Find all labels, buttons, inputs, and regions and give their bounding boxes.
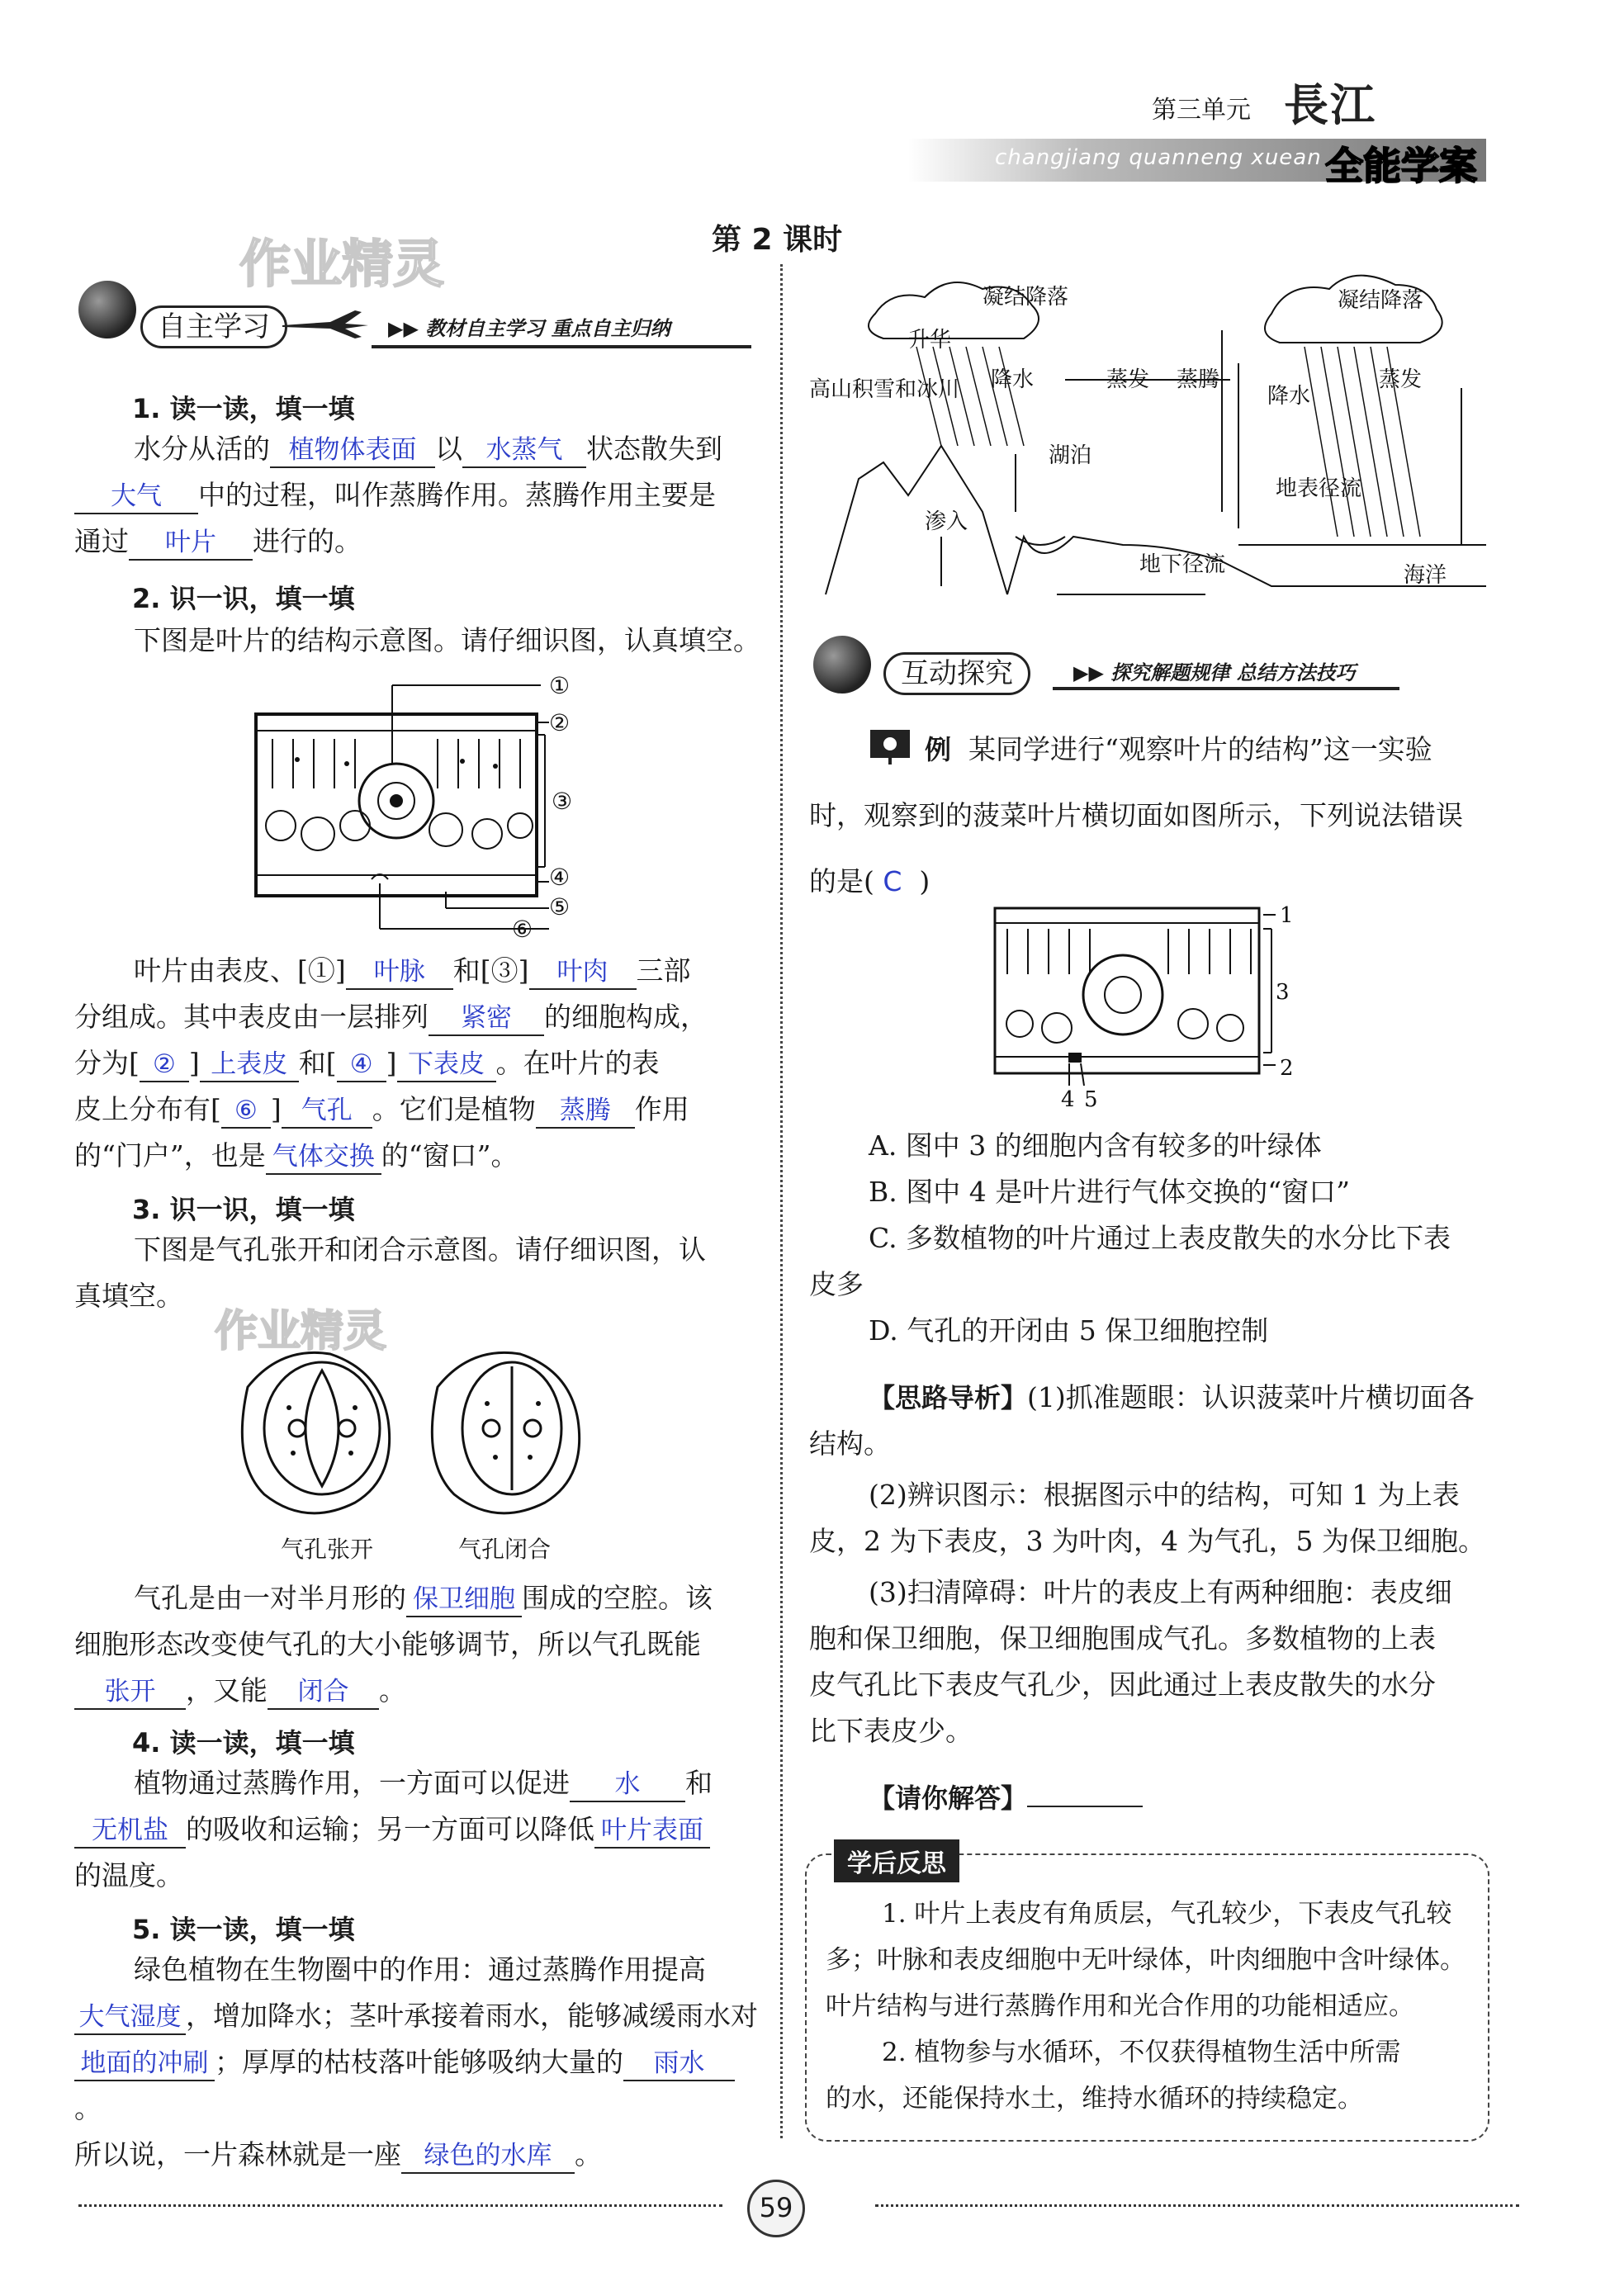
answer-blank[interactable]: 雨水 — [623, 2047, 735, 2081]
q4-title: 4. 读一读，填一填 — [132, 1727, 355, 1759]
caption-stoma-open: 气孔张开 — [281, 1536, 374, 1563]
q5-title: 5. 读一读，填一填 — [132, 1914, 355, 1945]
answer-blank[interactable]: 气孔 — [282, 1094, 372, 1129]
fig-label: 5 — [1084, 1087, 1098, 1112]
header-pinyin: changjiang quanneng xuean — [995, 145, 1322, 170]
option-c[interactable]: C. 多数植物的叶片通过上表皮散失的水分比下表 — [869, 1222, 1451, 1254]
example-options — [809, 1123, 1494, 1354]
cycle-label: 降水 — [1267, 384, 1311, 409]
answer-blank[interactable]: 张开 — [74, 1675, 186, 1710]
option-d[interactable]: D. 气孔的开闭由 5 保卫细胞控制 — [869, 1314, 1269, 1347]
answer-blank[interactable]: 叶片 — [129, 526, 253, 561]
answer-blank[interactable]: 大气 — [74, 480, 198, 514]
example-answer[interactable]: C — [883, 865, 902, 897]
answer-blank[interactable]: 气体交换 — [266, 1140, 381, 1175]
reflection-tag: 学后反思 — [834, 1839, 959, 1882]
q2-title: 2. 识一识，填一填 — [132, 583, 355, 614]
watermark: 作业精灵 — [239, 234, 445, 294]
header-logo: 長江 — [1284, 78, 1376, 131]
globe-icon — [78, 281, 136, 338]
answer-blank[interactable]: 大气湿度 — [74, 2000, 186, 2035]
leaf-label: ③ — [552, 788, 573, 815]
cycle-label: 蒸发 — [1379, 367, 1423, 392]
option-a[interactable]: A. 图中 3 的细胞内含有较多的叶绿体 — [869, 1129, 1322, 1162]
q1-title: 1. 读一读，填一填 — [132, 393, 355, 424]
answer-blank[interactable]: 水 — [570, 1768, 685, 1802]
leaf-structure-diagram — [248, 669, 594, 941]
answer-blank[interactable]: 上表皮 — [200, 1048, 299, 1082]
answer-blank[interactable]: 下表皮 — [397, 1048, 496, 1082]
answer-blank[interactable]: 植物体表面 — [270, 433, 435, 468]
q2-text: 叶片由表皮、[①] 叶脉 和[③] 叶肉 三部 分组成。其中表皮由一层排列 紧密 的细胞构成， 分为[ ② ] 上表皮 和[ ④ ] 下表皮 。在叶片的表 皮上分布有[ ⑥ ] 气孔 。它们是植物 蒸腾 作用 的“门户”，也是 气体交换 的“窗口”。 — [74, 948, 760, 1179]
section-rule — [1053, 687, 1399, 690]
watermark: 作业精灵 — [215, 1307, 387, 1356]
option-c-cont: 皮多 — [809, 1268, 864, 1300]
leaf-label: ② — [549, 709, 571, 736]
cycle-label: 升华 — [908, 328, 952, 353]
cycle-label: 地表径流 — [1276, 476, 1362, 501]
lesson-title: 第 2 课时 — [712, 223, 843, 257]
cycle-label: 湖泊 — [1049, 443, 1092, 468]
cycle-label: 蒸发 — [1106, 367, 1150, 392]
leaf-label: ⑤ — [549, 893, 571, 921]
option-b[interactable]: B. 图中 4 是叶片进行气体交换的“窗口” — [869, 1176, 1350, 1208]
section-tagline: ▶▶ 探究解题规律 总结方法技巧 — [1073, 661, 1356, 684]
cycle-label: 渗入 — [925, 509, 968, 534]
leaf-label: ① — [549, 672, 571, 699]
answer-blank[interactable]: 地面的冲刷 — [74, 2047, 215, 2081]
q3-title: 3. 识一识，填一填 — [132, 1194, 355, 1225]
column-divider — [780, 264, 783, 2138]
answer-blank[interactable]: ④ — [337, 1048, 386, 1082]
section-tagline: ▶▶ 教材自主学习 重点自主归纳 — [388, 317, 670, 340]
cycle-label: 凝结降落 — [983, 285, 1069, 310]
airplane-icon — [281, 307, 372, 340]
reflection-text: 1. 叶片上表皮有角质层，气孔较少，下表皮气孔较 多；叶脉和表皮细胞中无叶绿体，叶肉细胞中含叶绿体。 叶片结构与进行蒸腾作用和光合作用的功能相适应。 2. 植物参与水循环，不仅获得植物生活中所需 的水，还能保持水土，维持水循环的持续稳定。 — [826, 1899, 1466, 2114]
your-answer: 【请你解答】 — [869, 1775, 1143, 1821]
cycle-label: 高山积雪和冰川 — [809, 377, 960, 402]
section-rule — [372, 345, 751, 348]
answer-blank[interactable] — [1027, 1806, 1143, 1807]
answer-blank[interactable]: 保卫细胞 — [406, 1583, 522, 1617]
answer-blank[interactable]: 叶肉 — [529, 955, 637, 990]
fig-label: 2 — [1280, 1056, 1294, 1081]
cycle-label: 凝结降落 — [1338, 288, 1424, 313]
cycle-label: 蒸腾 — [1177, 367, 1220, 392]
spinach-leaf-diagram — [987, 900, 1317, 1115]
answer-blank[interactable]: 紧密 — [429, 1001, 544, 1036]
q3-intro: 下图是气孔张开和闭合示意图。请仔细识图，认 真填空。 — [74, 1233, 706, 1312]
page-number: 59 — [747, 2180, 805, 2237]
stomata-diagram — [231, 1337, 594, 1519]
footer-rule-left — [78, 2204, 722, 2212]
answer-blank[interactable]: 叶脉 — [346, 955, 453, 990]
answer-blank[interactable]: 无机盐 — [74, 1814, 186, 1849]
q4-text: 植物通过蒸腾作用，一方面可以促进 水 和 无机盐 的吸收和运输；另一方面可以降低 叶片表面 的温度。 — [74, 1767, 713, 1891]
answer-blank[interactable]: 水蒸气 — [462, 433, 586, 468]
q1-text: 水分从活的 植物体表面 以 水蒸气 状态散失到 大气 中的过程，叫作蒸腾作用。蒸腾作用主要是 通过 叶片 进行的。 — [74, 426, 760, 565]
q2-intro: 下图是叶片的结构示意图。请仔细识图，认真填空。 — [134, 624, 760, 656]
cycle-label: 海洋 — [1404, 563, 1447, 588]
footer-rule-right — [875, 2204, 1519, 2212]
answer-blank[interactable]: ② — [140, 1048, 189, 1082]
q5-text: 绿色植物在生物圈中的作用：通过蒸腾作用提高 大气湿度 ，增加降水；茎叶承接着雨水，能够减缓雨水对 地面的冲刷 ；厚厚的枯枝落叶能够吸纳大量的 雨水。 所以说，一片森林就是一座 绿色的水库 。 — [74, 1947, 760, 2178]
answer-blank[interactable]: 蒸腾 — [536, 1094, 635, 1129]
globe-icon — [813, 636, 871, 694]
header-brand: 全能学案 — [1325, 144, 1477, 188]
unit-label: 第三单元 — [1152, 96, 1251, 125]
fig-label: 3 — [1276, 980, 1290, 1005]
water-cycle-diagram — [809, 264, 1486, 611]
cycle-label: 地下径流 — [1139, 552, 1226, 577]
cycle-label: 降水 — [991, 367, 1035, 392]
q3-text: 气孔是由一对半月形的 保卫细胞 围成的空腔。该 细胞形态改变使气孔的大小能够调节，所以气孔既能 张开 ，又能 闭合 。 — [74, 1575, 760, 1714]
section-tab-self-study: 自主学习 — [140, 305, 287, 348]
thinking-guide: 【思路导析】(1)抓准题眼：认识菠菜叶片横切面各 结构。 (2)辨识图示：根据图示中的结构，可知 1 为上表 皮，2 为下表皮，3 为叶肉，4 为气孔，5 为保卫细胞。 (3)扫清障碍：叶片的表皮上有两种细胞：表皮细 胞和保卫细胞，保卫细胞围成气孔。多数植物的上表 皮气孔比下表皮气孔少，因此通过上表皮散失的水分 比下表皮少。 — [809, 1381, 1485, 1747]
fig-label: 4 — [1061, 1087, 1075, 1112]
caption-stoma-closed: 气孔闭合 — [458, 1536, 552, 1563]
answer-blank[interactable]: ⑥ — [221, 1094, 271, 1129]
section-tab-interactive: 互动探究 — [883, 652, 1030, 695]
answer-blank[interactable]: 闭合 — [268, 1675, 379, 1710]
leaf-label: ⑥ — [512, 916, 533, 941]
fig-label: 1 — [1280, 903, 1294, 928]
answer-blank[interactable]: 叶片表面 — [594, 1814, 710, 1849]
example-stem: 例 某同学进行“观察叶片的结构”这一实验 时，观察到的菠菜叶片横切面如图所示，下列说法错误 的是( C ) — [809, 733, 1463, 897]
answer-blank[interactable]: 绿色的水库 — [401, 2139, 575, 2174]
leaf-label: ④ — [549, 864, 571, 891]
